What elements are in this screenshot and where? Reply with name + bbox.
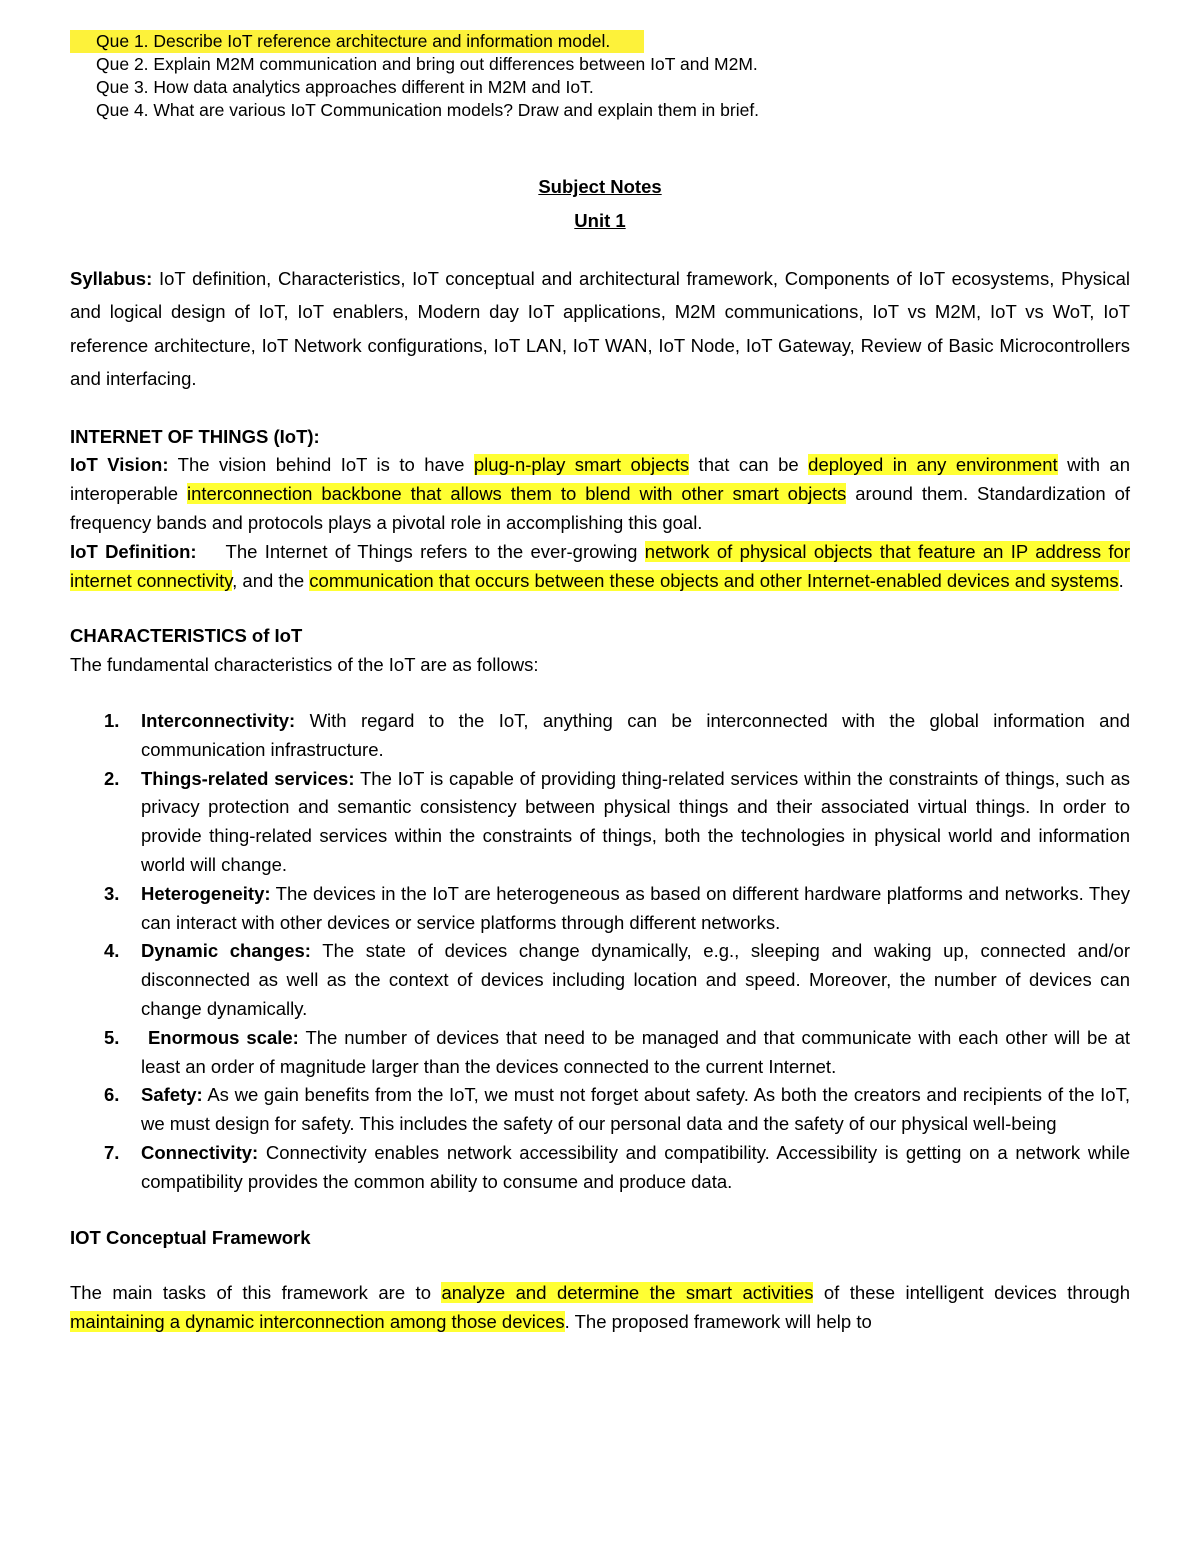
- iot-definition-paragraph: [70, 538, 1130, 596]
- text-run: that can be: [689, 454, 809, 476]
- question-1: [96, 30, 1130, 53]
- question-4: Que 4. What are various IoT Communication models? Draw and explain them in brief.: [96, 100, 760, 120]
- iot-heading: INTERNET OF THINGS (IoT):: [70, 425, 320, 447]
- list-number: 2.: [104, 767, 120, 789]
- framework-section: [70, 1224, 1130, 1337]
- characteristics-intro: The fundamental characteristics of the IoT are as follows:: [70, 654, 539, 676]
- text-run: The Internet of Things refers to the ever-growing: [196, 540, 645, 562]
- syllabus-text: IoT definition, Characteristics, IoT conceptual and architectural framework, Components of IoT ecosystems, Physical and logical design of IoT, IoT enablers, Modern day IoT applications, M2M communications, IoT vs M2M, IoT vs WoT, IoT reference architecture, IoT Network configurations, IoT LAN, IoT WAN, IoT Node, IoT Gateway, Review of Basic Microcontrollers and interfacing.: [70, 267, 1130, 390]
- list-number: 7.: [104, 1141, 120, 1163]
- question-2: Que 2. Explain M2M communication and bring out differences between IoT and M2M.: [96, 54, 758, 74]
- framework-paragraph: [70, 1279, 1130, 1337]
- list-number: 1.: [104, 709, 120, 731]
- list-item: [70, 937, 1130, 1023]
- text-run: .: [1118, 569, 1124, 591]
- list-item: [70, 1139, 1130, 1197]
- item-text: As we gain benefits from the IoT, we must not forget about safety. As both the creators and recipients of the IoT, we must design for safety. This includes the safety of our personal data and the safety of our physical well-being: [141, 1084, 1130, 1135]
- question-list: [70, 30, 1130, 122]
- item-text: The number of devices that need to be managed and that communicate with each other will be at least an order of magnitude larger than the devices connected to the current Internet.: [141, 1026, 1131, 1077]
- text-run: around them. Standardization of frequency bands and protocols plays a pivotal role in accomplishing this goal.: [70, 483, 1131, 533]
- text-run: . The proposed framework will help to: [564, 1311, 872, 1333]
- list-item: [70, 880, 1130, 938]
- iot-vision-paragraph: [70, 451, 1130, 537]
- highlight: maintaining a dynamic interconnection among those devices: [70, 1311, 565, 1333]
- iot-section: [70, 423, 1130, 596]
- list-item: [70, 707, 1130, 765]
- highlight: interconnection backbone that allows them to blend with other smart objects: [186, 483, 847, 505]
- list-number: 6.: [104, 1084, 120, 1106]
- page-title: Subject Notes: [538, 176, 662, 197]
- list-item: [70, 765, 1130, 880]
- list-number: 3.: [104, 882, 120, 904]
- text-run: of these intelligent devices through: [813, 1282, 1130, 1304]
- item-label: Connectivity:: [141, 1141, 259, 1163]
- title-block: [70, 173, 1130, 236]
- text-run: The vision behind IoT is to have: [168, 454, 474, 476]
- item-text: The IoT is capable of providing thing-related services within the constraints of things, such as privacy protection and semantic consistency between physical things and their associated virtual things. In order to provide thing-related services within the constraints of things, both the technologies in physical world and information world will change.: [141, 767, 1130, 875]
- item-text: With regard to the IoT, anything can be interconnected with the global information and communication infrastructure.: [141, 709, 1130, 760]
- item-text: The devices in the IoT are heterogeneous as based on different hardware platforms and networks. They can interact with other devices or service platforms through different networks.: [141, 882, 1130, 933]
- document-page: [70, 30, 1130, 1337]
- question-3: Que 3. How data analytics approaches different in M2M and IoT.: [96, 77, 594, 97]
- highlight: deployed in any environment: [808, 454, 1058, 476]
- list-item: [70, 1081, 1130, 1139]
- item-label: Things-related services:: [141, 767, 355, 789]
- list-number: 4.: [104, 940, 120, 962]
- text-run: The main tasks of this framework are to: [70, 1282, 442, 1304]
- characteristics-heading: CHARACTERISTICS of IoT: [70, 625, 303, 647]
- characteristics-section: [70, 622, 1130, 1196]
- text-run: , and the: [232, 569, 310, 591]
- highlight: network of physical objects that feature an IP address for internet connectivity: [70, 540, 1130, 591]
- syllabus-paragraph: [70, 262, 1130, 396]
- characteristics-list: [70, 707, 1130, 1197]
- unit-title: Unit 1: [574, 209, 626, 231]
- item-label: Enormous scale:: [141, 1026, 299, 1048]
- highlight: plug-n-play smart objects: [473, 454, 690, 476]
- text-run: with an interoperable: [70, 454, 1131, 505]
- highlighted-question: Que 1. Describe IoT reference architecture and information model.: [70, 30, 644, 53]
- vision-label: IoT Vision:: [70, 454, 169, 476]
- list-number: 5.: [104, 1026, 120, 1048]
- item-label: Dynamic changes:: [141, 940, 311, 962]
- item-text: Connectivity enables network accessibility and compatibility. Accessibility is getting on a network while compatibility provides the common ability to consume and produce data.: [141, 1141, 1130, 1192]
- item-text: The state of devices change dynamically, e.g., sleeping and waking up, connected and/or disconnected as well as the context of devices including location and speed. Moreover, the number of devices can change dynamically.: [141, 940, 1130, 1019]
- syllabus-label: Syllabus:: [70, 267, 153, 289]
- highlight: analyze and determine the smart activities: [441, 1282, 814, 1304]
- list-item: [70, 1024, 1130, 1082]
- item-label: Heterogeneity:: [141, 882, 271, 904]
- item-label: Safety:: [141, 1084, 203, 1106]
- highlight: communication that occurs between these objects and other Internet-enabled devices and systems: [309, 569, 1119, 591]
- item-label: Interconnectivity:: [141, 709, 296, 731]
- framework-heading: IOT Conceptual Framework: [70, 1226, 311, 1248]
- definition-label: IoT Definition:: [70, 540, 197, 562]
